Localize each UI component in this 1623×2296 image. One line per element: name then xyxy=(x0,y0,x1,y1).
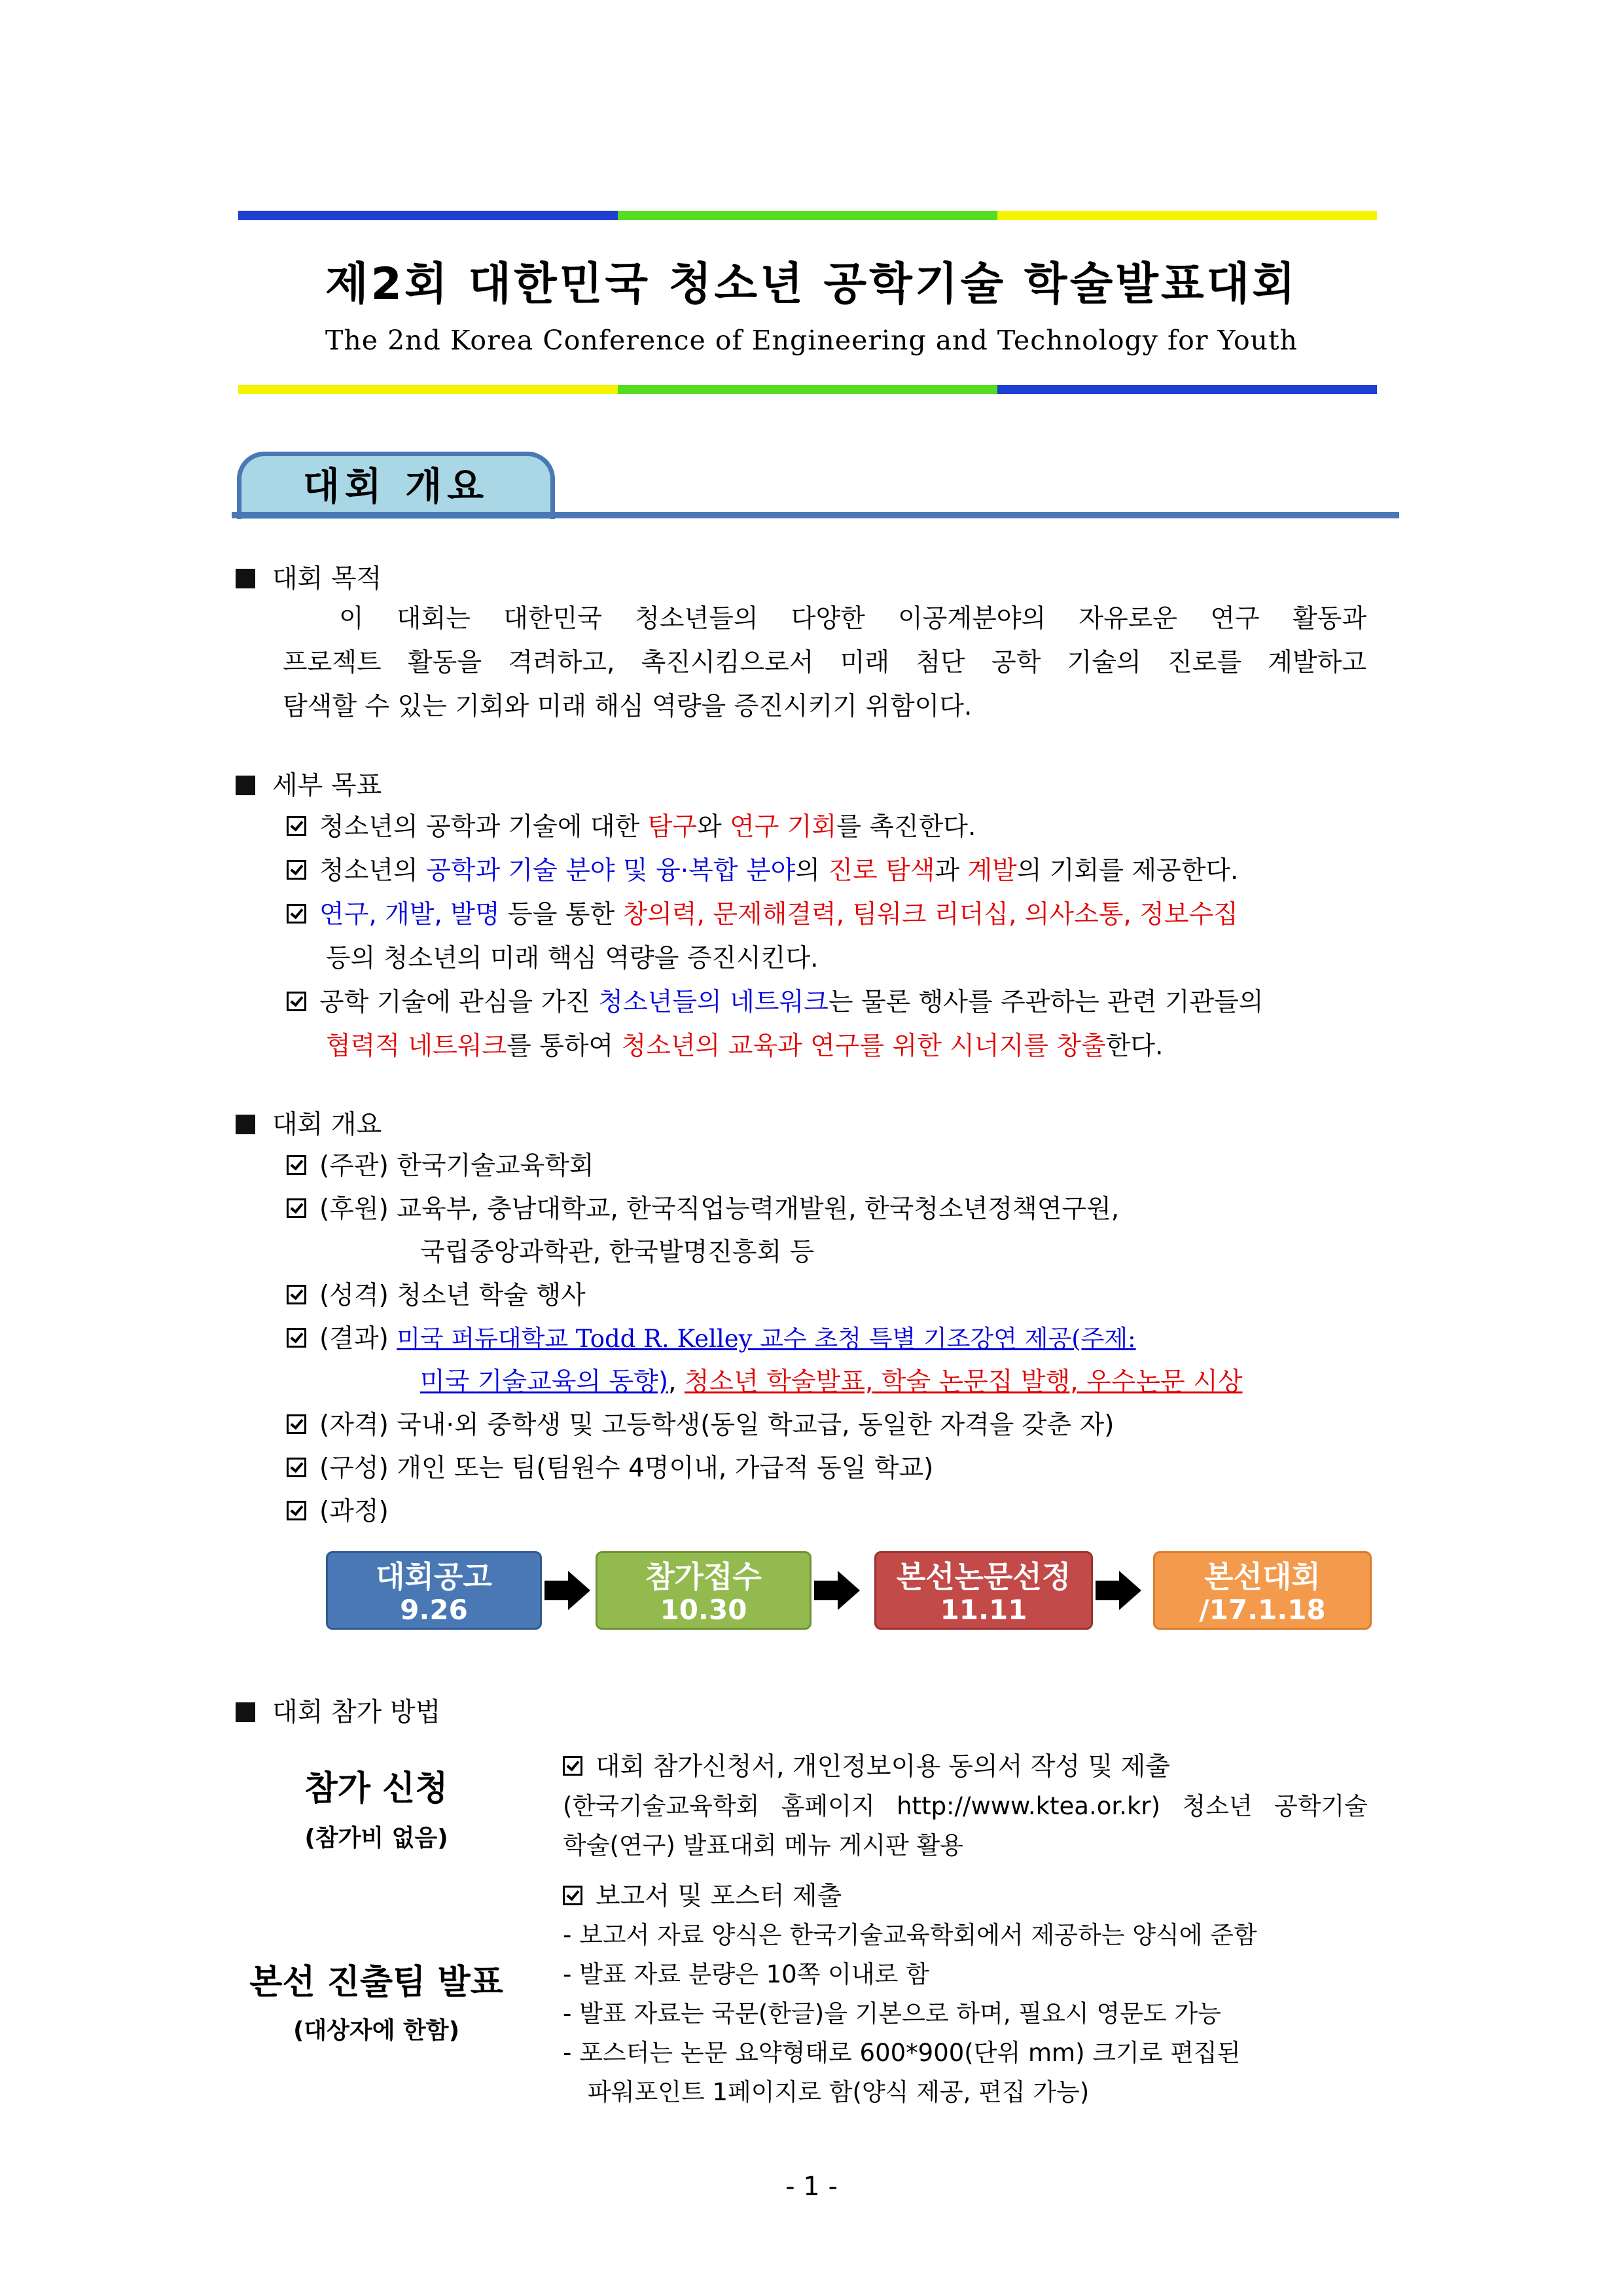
process-step-3: 본선논문선정 11.11 xyxy=(874,1551,1093,1630)
checkbox-icon xyxy=(287,904,306,924)
checkbox-icon xyxy=(287,1501,306,1520)
page-subtitle: The 2nd Korea Conference of Engineering and Technology for Youth xyxy=(325,325,1298,356)
final-subtitle: (대상자에 한함) xyxy=(293,2017,460,2044)
apply-title: 참가 신청 xyxy=(304,1769,448,1808)
checkbox-icon xyxy=(287,1414,306,1434)
checkbox-icon xyxy=(563,1756,582,1776)
goal-item-3: 연구, 개발, 발명 등을 통한 창의력, 문제해결력, 팀워크 리더십, 의사소통, 정보수집 xyxy=(287,894,1238,931)
final-note-4: - 포스터는 논문 요약형태로 600*900(단위 mm) 크기로 편집된 xyxy=(563,2039,1241,2067)
checkbox-icon xyxy=(287,1198,306,1218)
purpose-line-2: 프로젝트 활동을 격려하고, 촉진시킴으로서 미래 첨단 공학 기술의 진로를 계발하고 xyxy=(283,648,1366,677)
process-step-4: 본선대회 /17.1.18 xyxy=(1153,1551,1372,1630)
square-bullet-icon xyxy=(236,1115,255,1134)
overview-qualification: (자격) 국내·외 중학생 및 고등학생(동일 학교급, 동일한 자격을 갖춘 자) xyxy=(287,1405,1114,1441)
square-bullet-icon xyxy=(236,1702,255,1722)
goal-item-4: 공학 기술에 관심을 가진 청소년들의 네트워크는 물론 행사를 주관하는 관련 기관들의 xyxy=(287,982,1264,1018)
arrow-right-icon xyxy=(544,1571,590,1610)
overview-heading: 대회 개요 xyxy=(236,1103,382,1141)
top-rule-yellow xyxy=(997,211,1377,220)
page-title: 제2회 대한민국 청소년 공학기술 학술발표대회 xyxy=(325,259,1298,310)
apply-subtitle: (참가비 없음) xyxy=(304,1825,448,1852)
purpose-line-3: 탐색할 수 있는 기회와 미래 해심 역량을 증진시키기 위함이다. xyxy=(283,692,972,721)
overview-composition: (구성) 개인 또는 팀(팀원수 4명이내, 가급적 동일 학교) xyxy=(287,1448,933,1484)
apply-item: 대회 참가신청서, 개인정보이용 동의서 작성 및 제출 xyxy=(563,1746,1170,1783)
final-note-3: - 발표 자료는 국문(한글)을 기본으로 하며, 필요시 영문도 가능 xyxy=(563,2000,1221,2028)
checkbox-icon xyxy=(287,992,306,1011)
page-number: - 1 - xyxy=(785,2172,838,2202)
process-step-1: 대회공고 9.26 xyxy=(326,1551,542,1630)
checkbox-icon xyxy=(287,1155,306,1175)
goal-item-1: 청소년의 공학과 기술에 대한 탐구와 연구 기회를 촉진한다. xyxy=(287,806,976,843)
square-bullet-icon xyxy=(236,776,255,795)
overview-process: (과정) xyxy=(287,1491,389,1528)
top-rule-green xyxy=(618,211,997,220)
checkbox-icon xyxy=(287,1458,306,1477)
overview-nature: (성격) 청소년 학술 행사 xyxy=(287,1275,586,1312)
overview-sponsor: (후원) 교육부, 충남대학교, 한국직업능력개발원, 한국청소년정책연구원, xyxy=(287,1189,1119,1225)
final-note-2: - 발표 자료 분량은 10쪽 이내로 함 xyxy=(563,1960,929,1988)
method-heading: 대회 참가 방법 xyxy=(236,1691,440,1729)
section-tab: 대회 개요 xyxy=(237,452,555,519)
checkbox-icon xyxy=(287,860,306,880)
section-tab-underline xyxy=(232,512,1399,518)
bottom-rule-blue xyxy=(997,385,1377,394)
final-note-5: 파워포인트 1페이지로 함(양식 제공, 편집 가능) xyxy=(588,2078,1090,2106)
checkbox-icon xyxy=(287,816,306,836)
top-rule-blue xyxy=(238,211,618,220)
final-item: 보고서 및 포스터 제출 xyxy=(563,1876,842,1912)
bottom-rule-yellow xyxy=(238,385,618,394)
overview-result-cont: 미국 기술교육의 동향), 청소년 학술발표, 학술 논문집 발행, 우수논문 시상 xyxy=(420,1367,1243,1397)
checkbox-icon xyxy=(563,1886,582,1905)
goal-item-2: 청소년의 공학과 기술 분야 및 융·복합 분야의 진로 탐색과 계발의 기회를 제공한다. xyxy=(287,850,1238,887)
goal-item-3-cont: 등의 청소년의 미래 핵심 역량을 증진시킨다. xyxy=(326,944,819,973)
apply-note-1: (한국기술교육학회 홈페이지 http://www.ktea.or.kr) 청소년 공학기술 xyxy=(563,1792,1368,1820)
square-bullet-icon xyxy=(236,569,255,588)
bottom-rule-green xyxy=(618,385,997,394)
arrow-right-icon xyxy=(1096,1571,1141,1610)
process-step-2: 참가접수 10.30 xyxy=(596,1551,812,1630)
apply-note-2: 학술(연구) 발표대회 메뉴 게시판 활용 xyxy=(563,1831,964,1859)
checkbox-icon xyxy=(287,1328,306,1348)
overview-host: (주관) 한국기술교육학회 xyxy=(287,1145,594,1182)
final-title: 본선 진출팀 발표 xyxy=(249,1963,503,2002)
purpose-line-1: 이 대회는 대한민국 청소년들의 다양한 이공계분야의 자유로운 연구 활동과 xyxy=(339,604,1366,634)
purpose-heading: 대회 목적 xyxy=(236,558,382,595)
overview-sponsor-cont: 국립중앙과학관, 한국발명진흥회 등 xyxy=(420,1238,815,1267)
final-note-1: - 보고서 자료 양식은 한국기술교육학회에서 제공하는 양식에 준함 xyxy=(563,1921,1257,1949)
goal-item-4-cont: 협력적 네트워크를 통하여 청소년의 교육과 연구를 위한 시너지를 창출한다. xyxy=(326,1031,1164,1061)
overview-result: (결과) 미국 퍼듀대학교 Todd R. Kelley 교수 초청 특별 기조강연 제공(주제: xyxy=(287,1318,1136,1355)
arrow-right-icon xyxy=(814,1571,860,1610)
checkbox-icon xyxy=(287,1285,306,1304)
goals-heading: 세부 목표 xyxy=(236,764,382,802)
